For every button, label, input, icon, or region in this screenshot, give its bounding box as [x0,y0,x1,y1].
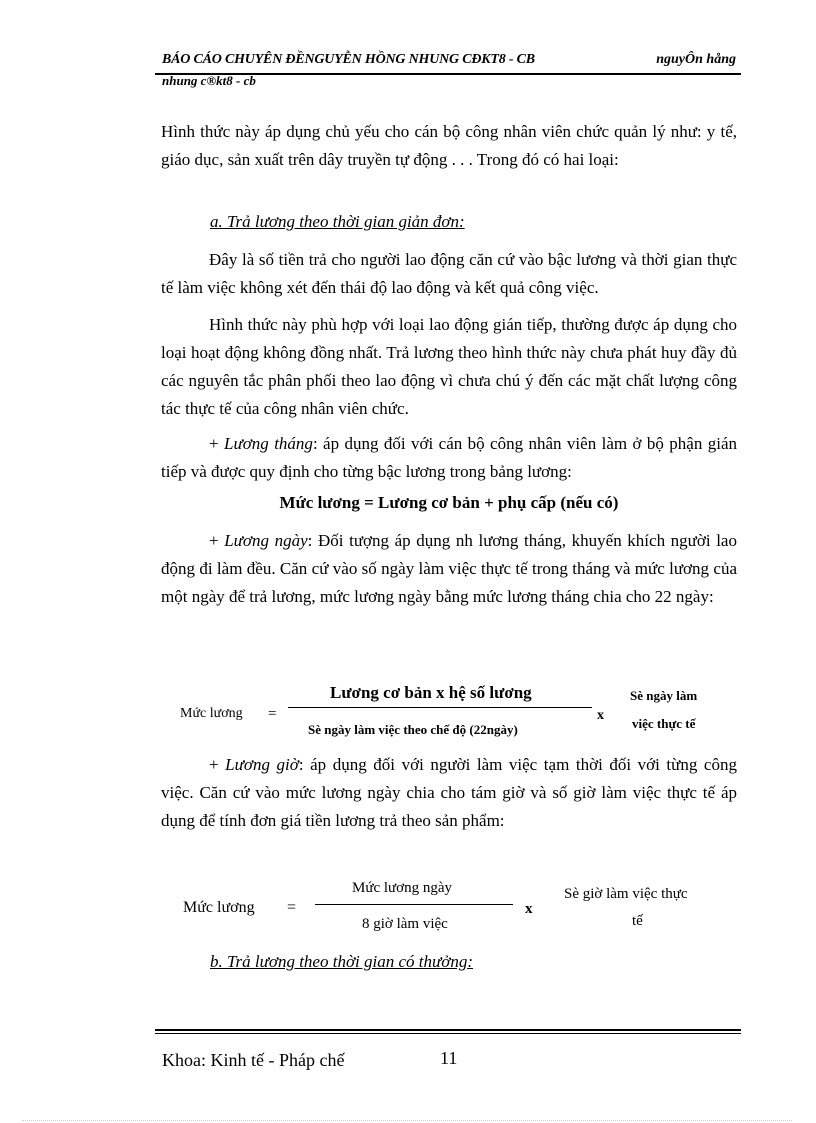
formula-daily-equals: = [268,706,277,722]
formula-hourly-numerator: Mức lương ngày [352,880,453,896]
formula-daily-factor-1: Sè ngày làm [630,688,698,703]
footer-department: Khoa: Kinh tế - Pháp chế [162,1050,345,1070]
formula-daily-factor-2: việc thực tế [632,716,696,731]
monthly-wage-text: : áp dụng đối với cán bộ công nhân viên làm ở bộ phận gián tiếp và được quy định cho từng bậc lương trong bảng lương: [161,434,738,481]
formula-daily-denominator: Sè ngày làm việc theo chế độ (22ngày) [308,722,518,737]
bullet-prefix: + [209,434,224,453]
term-monthly-wage: Lương tháng [224,434,313,453]
formula-hourly-denominator: 8 giờ làm việc [362,916,448,932]
section-b-heading: b. Trả lương theo thời gian có thưởng: [210,952,473,971]
formula-hourly-fraction-bar [315,904,513,905]
bullet-prefix: + [209,531,225,550]
formula-daily-lhs: Mức lương [180,706,243,721]
formula-daily-times: x [597,708,604,723]
header-author: nguyÔn hång [656,52,736,67]
page-number: 11 [440,1048,458,1068]
paragraph-daily-wage [161,527,737,611]
paragraph-monthly-wage [161,430,737,486]
formula-hourly-equals: = [287,899,297,916]
paragraph-intro: Hình thức này áp dụng chủ yếu cho cán bộ công nhân viên chức quản lý như: y tế, giáo dục, sản xuất trên dây truyền tự động . . . Trong đó có hai loại: [161,122,737,169]
section-a-heading: a. Trả lương theo thời gian giản đơn: [210,212,465,231]
formula-monthly: Mức lương = Lương cơ bản + phụ cấp (nếu có) [279,493,619,512]
paragraph-definition: Đây là số tiền trả cho người lao động căn cứ vào bậc lương và thời gian thực tế làm việc không xét đến thái độ lao động và kết quả công việc. [161,250,737,297]
formula-hourly-factor-2: tế [632,913,643,929]
paragraph-suitability: Hình thức này phù hợp với loại lao động gián tiếp, thường được áp dụng cho loại hoạt động không đồng nhất. Trả lương theo hình thức này chưa phát huy đầy đủ các nguyên tắc phân phối theo lao động vì chưa chú ý đến các mặt chất lượng công tác thực tế của công nhân viên chức. [161,315,737,418]
bullet-prefix: + [209,755,226,774]
hourly-wage-text: : áp dụng đối với người làm việc tạm thời đối với từng công việc. Căn cứ vào mức lương ngày chia cho tám giờ và số giờ làm việc thực tế áp dụng để tính đơn giá tiền lương trả theo sản phẩm: [161,755,737,830]
paragraph-hourly-wage [161,751,737,835]
formula-daily-numerator: Lương cơ bản x hệ số lương [330,683,532,702]
header-title: BÁO CÁO CHUYÊN ĐỀNGUYỄN HỒNG NHUNG CĐKT8 - CB [162,52,535,67]
formula-hourly-lhs: Mức lương [183,899,255,916]
term-hourly-wage: Lương giờ [225,755,299,774]
formula-hourly-factor-1: Sè giờ làm việc thực [564,886,688,902]
formula-hourly-times: x [525,901,533,917]
daily-wage-text: : Đối tượng áp dụng nh lương tháng, khuyến khích người lao động đi làm đều. Căn cứ vào số ngày làm việc thực tế trong tháng và mức lương của một ngày để trả lương, mức lương ngày bằng mức lương tháng chia cho 22 ngày: [161,531,737,606]
formula-daily-fraction-bar [288,707,592,708]
footer-rule-thick [155,1029,741,1031]
page-edge-dotted-line [22,1120,792,1121]
term-daily-wage: Lương ngày [224,531,308,550]
header-line2: nhung c®kt8 - cb [162,73,256,88]
footer-rule-thin [155,1033,741,1034]
